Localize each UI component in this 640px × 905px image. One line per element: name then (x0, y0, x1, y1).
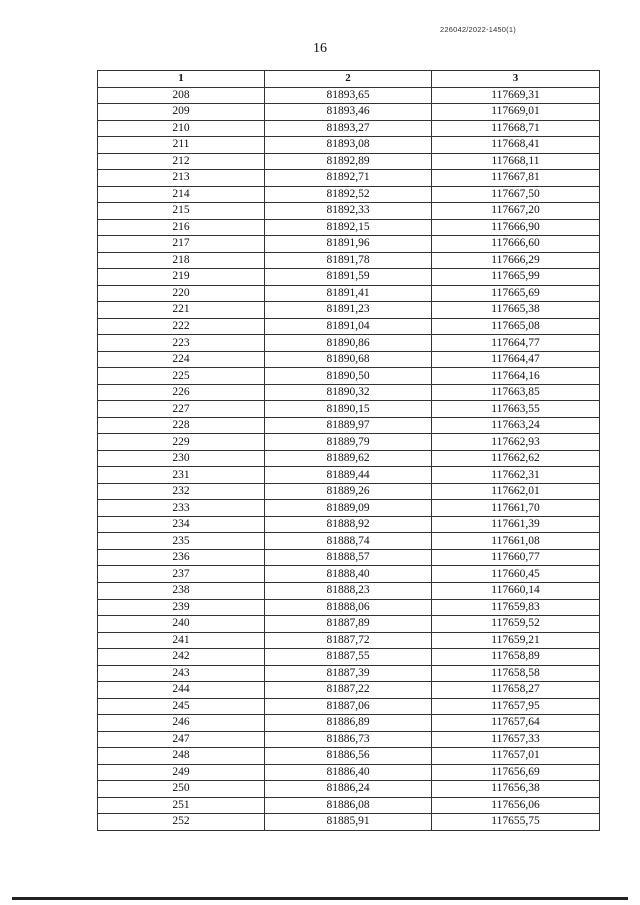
x-coordinate-cell: 81892,71 (265, 170, 432, 187)
table-row (98, 417, 600, 434)
x-coordinate-cell: 81890,15 (265, 401, 432, 418)
x-coordinate-cell: 81889,79 (265, 434, 432, 451)
y-coordinate-cell: 117662,93 (432, 434, 600, 451)
table-row (98, 715, 600, 732)
point-number-cell: 218 (98, 252, 265, 269)
y-coordinate-cell: 117663,55 (432, 401, 600, 418)
x-coordinate-cell: 81890,32 (265, 384, 432, 401)
point-number-cell: 214 (98, 186, 265, 203)
point-number-cell: 244 (98, 682, 265, 699)
table-row (98, 153, 600, 170)
x-coordinate-cell: 81886,40 (265, 764, 432, 781)
table-row (98, 137, 600, 154)
table-row (98, 368, 600, 385)
table-row (98, 203, 600, 220)
page-number: 16 (313, 41, 327, 56)
table-row (98, 120, 600, 137)
y-coordinate-cell: 117667,81 (432, 170, 600, 187)
x-coordinate-cell: 81886,24 (265, 781, 432, 798)
x-coordinate-cell: 81891,41 (265, 285, 432, 302)
table-body (98, 87, 600, 830)
table-row (98, 450, 600, 467)
point-number-cell: 228 (98, 417, 265, 434)
table-row (98, 500, 600, 517)
table-row (98, 781, 600, 798)
point-number-cell: 231 (98, 467, 265, 484)
table-row (98, 434, 600, 451)
y-coordinate-cell: 117665,38 (432, 302, 600, 319)
point-number-cell: 223 (98, 335, 265, 352)
y-coordinate-cell: 117658,89 (432, 649, 600, 666)
table-row (98, 516, 600, 533)
point-number-cell: 238 (98, 582, 265, 599)
table-row (98, 170, 600, 187)
table-row (98, 814, 600, 831)
y-coordinate-cell: 117657,33 (432, 731, 600, 748)
y-coordinate-cell: 117664,47 (432, 351, 600, 368)
point-number-cell: 247 (98, 731, 265, 748)
point-number-cell: 227 (98, 401, 265, 418)
y-coordinate-cell: 117667,20 (432, 203, 600, 220)
y-coordinate-cell: 117657,95 (432, 698, 600, 715)
table-row (98, 252, 600, 269)
x-coordinate-cell: 81886,08 (265, 797, 432, 814)
y-coordinate-cell: 117668,71 (432, 120, 600, 137)
table-row (98, 351, 600, 368)
y-coordinate-cell: 117666,90 (432, 219, 600, 236)
point-number-cell: 221 (98, 302, 265, 319)
point-number-cell: 234 (98, 516, 265, 533)
y-coordinate-cell: 117655,75 (432, 814, 600, 831)
table-row (98, 549, 600, 566)
x-coordinate-cell: 81891,59 (265, 269, 432, 286)
table-row (98, 87, 600, 104)
x-coordinate-cell: 81887,55 (265, 649, 432, 666)
point-number-cell: 216 (98, 219, 265, 236)
y-coordinate-cell: 117660,77 (432, 549, 600, 566)
point-number-cell: 245 (98, 698, 265, 715)
y-coordinate-cell: 117662,62 (432, 450, 600, 467)
x-coordinate-cell: 81887,72 (265, 632, 432, 649)
y-coordinate-cell: 117669,01 (432, 104, 600, 121)
table-row (98, 219, 600, 236)
point-number-cell: 239 (98, 599, 265, 616)
table-row (98, 335, 600, 352)
table-header-row (98, 71, 600, 88)
point-number-cell: 208 (98, 87, 265, 104)
point-number-cell: 240 (98, 616, 265, 633)
x-coordinate-cell: 81890,86 (265, 335, 432, 352)
table-row (98, 186, 600, 203)
y-coordinate-cell: 117664,77 (432, 335, 600, 352)
point-number-cell: 211 (98, 137, 265, 154)
y-coordinate-cell: 117656,69 (432, 764, 600, 781)
x-coordinate-cell: 81889,62 (265, 450, 432, 467)
table-row (98, 401, 600, 418)
table-row (98, 285, 600, 302)
point-number-cell: 209 (98, 104, 265, 121)
point-number-cell: 243 (98, 665, 265, 682)
x-coordinate-cell: 81888,57 (265, 549, 432, 566)
point-number-cell: 242 (98, 649, 265, 666)
table-row (98, 483, 600, 500)
point-number-cell: 236 (98, 549, 265, 566)
x-coordinate-cell: 81887,22 (265, 682, 432, 699)
point-number-cell: 235 (98, 533, 265, 550)
x-coordinate-cell: 81892,89 (265, 153, 432, 170)
x-coordinate-cell: 81892,33 (265, 203, 432, 220)
y-coordinate-cell: 117663,24 (432, 417, 600, 434)
x-coordinate-cell: 81887,89 (265, 616, 432, 633)
point-number-cell: 252 (98, 814, 265, 831)
y-coordinate-cell: 117660,45 (432, 566, 600, 583)
table-row (98, 533, 600, 550)
point-number-cell: 233 (98, 500, 265, 517)
table-row (98, 616, 600, 633)
y-coordinate-cell: 117668,41 (432, 137, 600, 154)
table-row (98, 764, 600, 781)
table-row (98, 599, 600, 616)
y-coordinate-cell: 117662,01 (432, 483, 600, 500)
column-header: 2 (265, 71, 432, 88)
x-coordinate-cell: 81886,56 (265, 748, 432, 765)
x-coordinate-cell: 81887,39 (265, 665, 432, 682)
table-row (98, 748, 600, 765)
point-number-cell: 222 (98, 318, 265, 335)
column-header: 3 (432, 71, 600, 88)
table-row (98, 236, 600, 253)
y-coordinate-cell: 117659,52 (432, 616, 600, 633)
y-coordinate-cell: 117659,21 (432, 632, 600, 649)
x-coordinate-cell: 81891,23 (265, 302, 432, 319)
point-number-cell: 217 (98, 236, 265, 253)
point-number-cell: 251 (98, 797, 265, 814)
column-header: 1 (98, 71, 265, 88)
y-coordinate-cell: 117661,70 (432, 500, 600, 517)
x-coordinate-cell: 81890,50 (265, 368, 432, 385)
point-number-cell: 219 (98, 269, 265, 286)
point-number-cell: 237 (98, 566, 265, 583)
y-coordinate-cell: 117658,27 (432, 682, 600, 699)
document-reference: 226042/2022-1450(1) (440, 25, 516, 34)
y-coordinate-cell: 117666,60 (432, 236, 600, 253)
x-coordinate-cell: 81892,15 (265, 219, 432, 236)
y-coordinate-cell: 117667,50 (432, 186, 600, 203)
y-coordinate-cell: 117659,83 (432, 599, 600, 616)
point-number-cell: 224 (98, 351, 265, 368)
table-row (98, 269, 600, 286)
table-row (98, 665, 600, 682)
x-coordinate-cell: 81893,65 (265, 87, 432, 104)
table-row (98, 302, 600, 319)
x-coordinate-cell: 81893,46 (265, 104, 432, 121)
table-row (98, 682, 600, 699)
y-coordinate-cell: 117665,69 (432, 285, 600, 302)
x-coordinate-cell: 81889,09 (265, 500, 432, 517)
table-row (98, 318, 600, 335)
y-coordinate-cell: 117669,31 (432, 87, 600, 104)
y-coordinate-cell: 117657,64 (432, 715, 600, 732)
table-row (98, 698, 600, 715)
x-coordinate-cell: 81886,89 (265, 715, 432, 732)
x-coordinate-cell: 81888,40 (265, 566, 432, 583)
x-coordinate-cell: 81888,23 (265, 582, 432, 599)
point-number-cell: 215 (98, 203, 265, 220)
y-coordinate-cell: 117665,99 (432, 269, 600, 286)
table-row (98, 797, 600, 814)
point-number-cell: 229 (98, 434, 265, 451)
y-coordinate-cell: 117663,85 (432, 384, 600, 401)
y-coordinate-cell: 117660,14 (432, 582, 600, 599)
table-row (98, 384, 600, 401)
x-coordinate-cell: 81889,44 (265, 467, 432, 484)
x-coordinate-cell: 81891,96 (265, 236, 432, 253)
point-number-cell: 246 (98, 715, 265, 732)
point-number-cell: 230 (98, 450, 265, 467)
point-number-cell: 213 (98, 170, 265, 187)
table-row (98, 649, 600, 666)
x-coordinate-cell: 81890,68 (265, 351, 432, 368)
coordinates-table (97, 70, 600, 831)
point-number-cell: 225 (98, 368, 265, 385)
point-number-cell: 241 (98, 632, 265, 649)
x-coordinate-cell: 81893,27 (265, 120, 432, 137)
y-coordinate-cell: 117657,01 (432, 748, 600, 765)
y-coordinate-cell: 117666,29 (432, 252, 600, 269)
y-coordinate-cell: 117658,58 (432, 665, 600, 682)
y-coordinate-cell: 117662,31 (432, 467, 600, 484)
x-coordinate-cell: 81888,06 (265, 599, 432, 616)
y-coordinate-cell: 117656,38 (432, 781, 600, 798)
table-row (98, 467, 600, 484)
x-coordinate-cell: 81886,73 (265, 731, 432, 748)
x-coordinate-cell: 81891,78 (265, 252, 432, 269)
x-coordinate-cell: 81885,91 (265, 814, 432, 831)
x-coordinate-cell: 81892,52 (265, 186, 432, 203)
point-number-cell: 249 (98, 764, 265, 781)
x-coordinate-cell: 81888,92 (265, 516, 432, 533)
x-coordinate-cell: 81887,06 (265, 698, 432, 715)
x-coordinate-cell: 81893,08 (265, 137, 432, 154)
footer-rule (12, 897, 628, 900)
table-row (98, 582, 600, 599)
y-coordinate-cell: 117668,11 (432, 153, 600, 170)
table-row (98, 632, 600, 649)
y-coordinate-cell: 117661,08 (432, 533, 600, 550)
x-coordinate-cell: 81891,04 (265, 318, 432, 335)
table-row (98, 104, 600, 121)
y-coordinate-cell: 117656,06 (432, 797, 600, 814)
x-coordinate-cell: 81888,74 (265, 533, 432, 550)
point-number-cell: 248 (98, 748, 265, 765)
point-number-cell: 232 (98, 483, 265, 500)
x-coordinate-cell: 81889,97 (265, 417, 432, 434)
point-number-cell: 210 (98, 120, 265, 137)
table-row (98, 566, 600, 583)
point-number-cell: 250 (98, 781, 265, 798)
point-number-cell: 220 (98, 285, 265, 302)
point-number-cell: 226 (98, 384, 265, 401)
y-coordinate-cell: 117665,08 (432, 318, 600, 335)
x-coordinate-cell: 81889,26 (265, 483, 432, 500)
y-coordinate-cell: 117661,39 (432, 516, 600, 533)
table-row (98, 731, 600, 748)
y-coordinate-cell: 117664,16 (432, 368, 600, 385)
point-number-cell: 212 (98, 153, 265, 170)
